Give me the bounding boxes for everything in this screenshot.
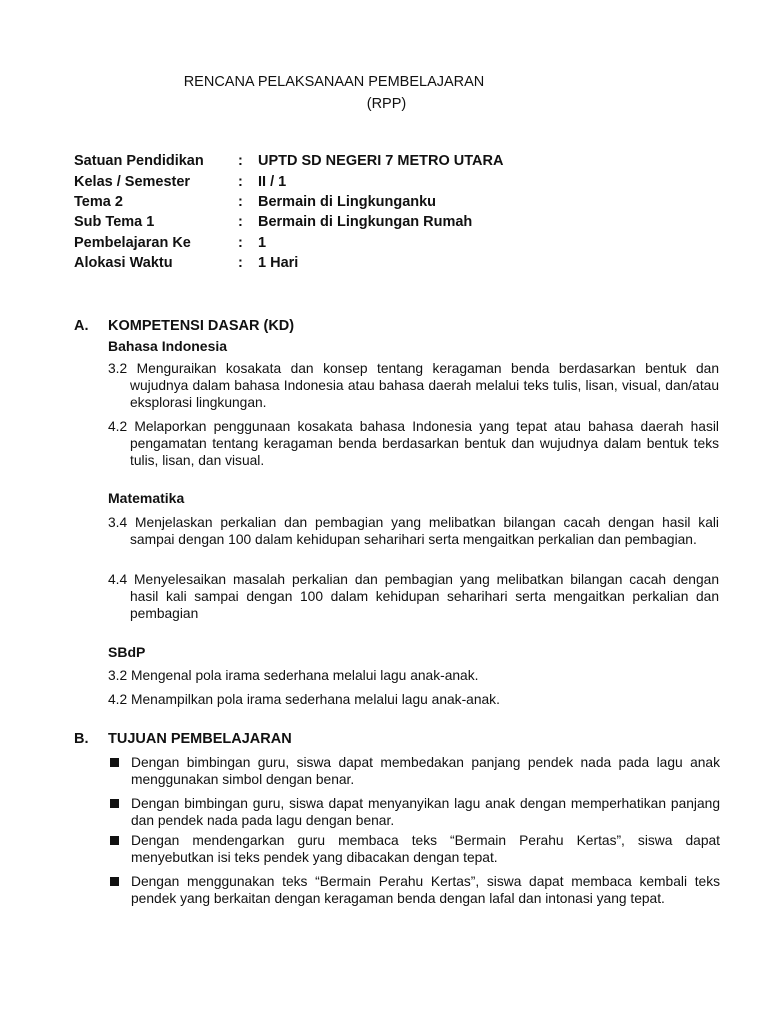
identity-label: Tema 2 (74, 193, 123, 210)
section-b-heading (74, 731, 292, 747)
objective-text: Dengan bimbingan guru, siswa dapat membedakan panjang pendek nada pada lagu anak menggunakan simbol dengan benar. (131, 755, 720, 788)
kd-item: 4.2 Menampilkan pola irama sederhana melalui lagu anak-anak. (108, 692, 500, 707)
identity-colon: : (238, 153, 243, 170)
objective-text: Dengan menggunakan teks “Bermain Perahu Kertas”, siswa dapat membaca kembali teks pendek yang berkaitan dengan keragaman benda dengan lafal dan intonasi yang tepat. (131, 874, 720, 907)
subject-heading-bahasa: Bahasa Indonesia (108, 338, 228, 354)
kd-item: 4.2 Melaporkan penggunaan kosakata bahasa Indonesia yang tepat atau bahasa daerah hasil pengamatan tentang keragaman benda berdasarkan bentuk dan wujudnya dalam bentuk teks tulis, lisan, dan visual. (108, 419, 719, 469)
identity-value: 1 Hari (258, 255, 299, 272)
kd-item: 3.4 Menjelaskan perkalian dan pembagian yang melibatkan bilangan cacah dengan hasil kali sampai dengan 100 dalam kehidupan seharihari serta mengaitkan perkalian dan pembagian. (108, 515, 719, 548)
identity-label: Sub Tema 1 (74, 214, 155, 231)
identity-value: Bermain di Lingkunganku (258, 193, 437, 210)
section-title: TUJUAN PEMBELAJARAN (108, 731, 292, 747)
objective-item (108, 832, 720, 866)
identity-row (74, 192, 503, 212)
identity-label: Pembelajaran Ke (74, 234, 191, 251)
section-a-heading (74, 318, 294, 334)
subject-heading-matematika: Matematika (108, 490, 185, 506)
identity-value: Bermain di Lingkungan Rumah (258, 214, 473, 231)
square-bullet-icon (110, 836, 119, 845)
identity-value: 1 (258, 234, 267, 251)
kd-item: 3.2 Menguraikan kosakata dan konsep tentang keragaman benda berdasarkan bentuk dan wujudnya dalam bahasa Indonesia atau bahasa daerah melalui teks tulis, lisan, visual, dan/atau eksplorasi lingkungan. (108, 361, 719, 411)
square-bullet-icon (110, 877, 119, 886)
kd-item: 4.4 Menyelesaikan masalah perkalian dan pembagian yang melibatkan bilangan cacah dengan hasil kali sampai dengan 100 dalam kehidupan seharihari serta mengaitkan perkalian dan pembagian (108, 572, 719, 622)
identity-row (74, 253, 503, 273)
identity-row (74, 233, 503, 253)
section-letter: B. (74, 731, 89, 747)
objective-item (108, 873, 720, 907)
section-letter: A. (74, 318, 89, 334)
identity-value: II / 1 (258, 173, 287, 190)
square-bullet-icon (110, 758, 119, 767)
title-line-2: (RPP) (366, 96, 407, 112)
identity-colon: : (238, 193, 243, 210)
identity-colon: : (238, 214, 243, 231)
identity-colon: : (238, 234, 243, 251)
identity-table (74, 151, 503, 273)
identity-label: Alokasi Waktu (74, 255, 173, 272)
identity-label: Satuan Pendidikan (74, 153, 204, 170)
objective-item (108, 754, 720, 788)
section-title: KOMPETENSI DASAR (KD) (108, 318, 295, 334)
subject-heading-sbdp: SBdP (108, 644, 146, 660)
identity-colon: : (238, 173, 243, 190)
identity-colon: : (238, 255, 243, 272)
objective-text: Dengan bimbingan guru, siswa dapat menyanyikan lagu anak dengan memperhatikan panjang dan pendek nada pada lagu dengan benar. (131, 796, 720, 829)
identity-value: UPTD SD NEGERI 7 METRO UTARA (258, 153, 504, 170)
identity-label: Kelas / Semester (74, 173, 191, 190)
objective-text: Dengan mendengarkan guru membaca teks “Bermain Perahu Kertas”, siswa dapat menyebutkan isi teks pendek yang dibacakan dengan tepat. (131, 833, 720, 866)
objective-item (108, 795, 720, 829)
identity-row (74, 151, 503, 171)
document-title (0, 71, 668, 115)
square-bullet-icon (110, 799, 119, 808)
identity-row (74, 171, 503, 191)
identity-row (74, 212, 503, 232)
kd-item: 3.2 Mengenal pola irama sederhana melalui lagu anak-anak. (108, 668, 479, 683)
title-line-1: RENCANA PELAKSANAAN PEMBELAJARAN (183, 74, 485, 90)
